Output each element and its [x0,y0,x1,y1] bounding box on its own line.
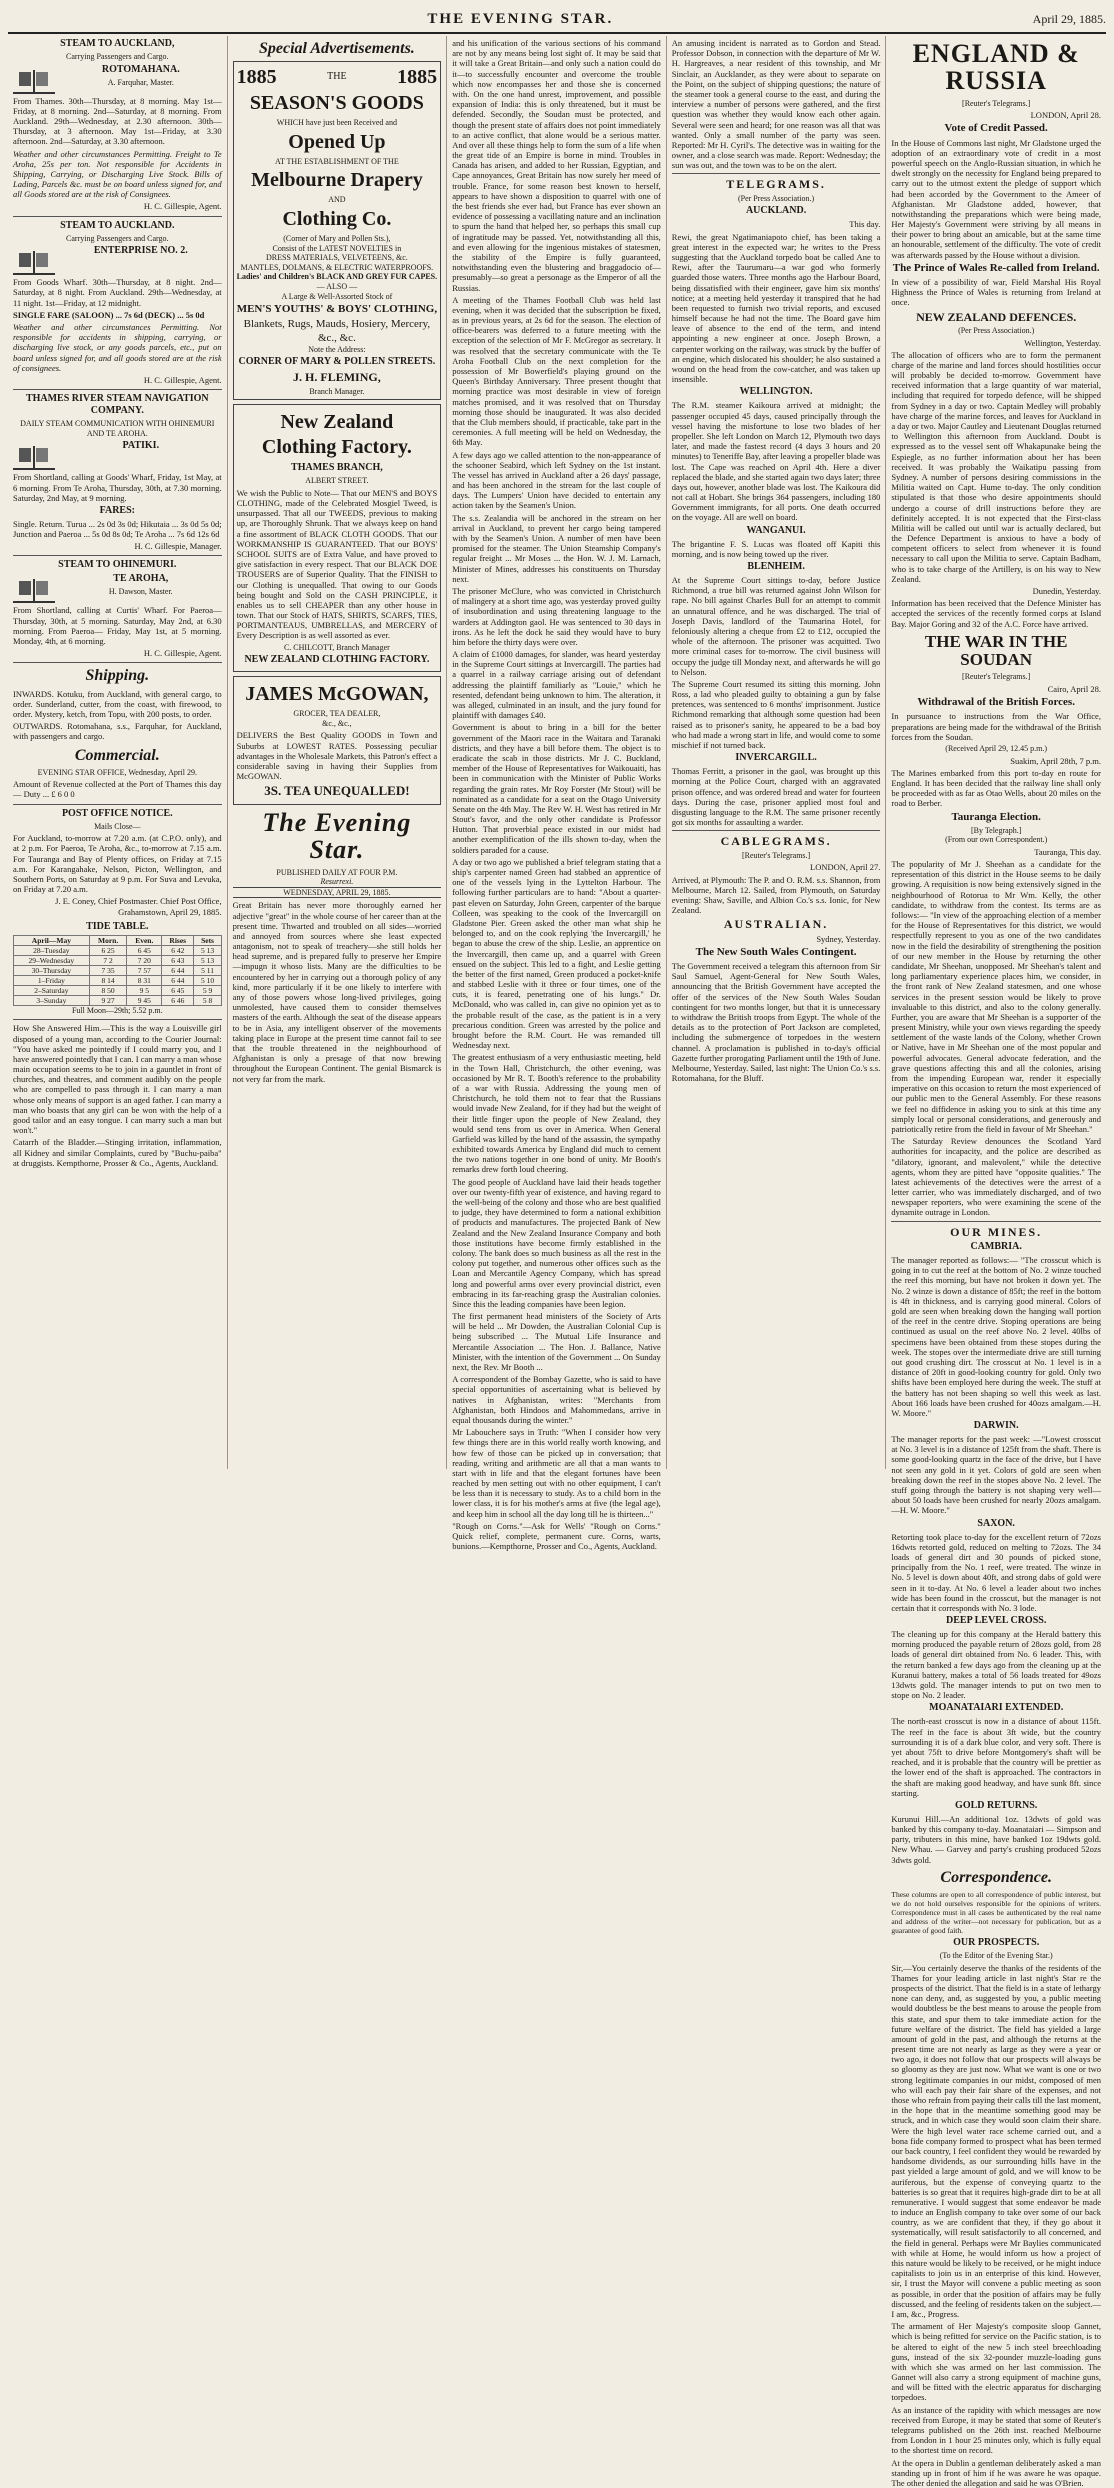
cablegrams-title: CABLEGRAMS. [720,834,832,849]
day-label: This day. [849,219,881,230]
mine-darwin: DARWIN. [973,1420,1019,1432]
ship-name: PATIKI. [122,440,160,452]
news-paragraph: A day or two ago we published a brief telegram stating that a ship's carpenter named Green had stabbed an apprentice of one of the vessels lying in the Lyttelton Harbour. The following further particulars are to hand: "About a quarter-past eleven on Saturday, John Green, carpenter of the barque Colleen, was speaking to the cook of the Invercargill on Gladstone Pier. Green asked the other man what ship he belonged to, and on the cook replying 'the Invercargill,' he began to abuse the crew of the ship. Leslie, an apprentice on the Invercargill, then came up, and a quarrel with Green ensued on the subject. This led to a fight, and Leslie getting the better of the first named, Green produced a pocket-knife and stabbed Leslie with it three or four times, one of the cuts, it is feared, penetrating one of his lungs." Dr. McDonald, who was called in, can give no opinion yet as to the probable result of the case, as the patient is in a very precarious condition. Green was arrested by the police and brought before the R.M. Court. He was remanded till Wednesday next. [452,856,661,1051]
office-line: EVENING STAR OFFICE, Wednesday, April 29. [37,767,197,777]
nelson-news: The Supreme Court resumed its sitting this morning. John Ross, a lad who pleaded guilty to obtaining a gun by false pretences, was sentenced to 6 months' imprisonment. Justice Richmond remarking that although some question had been raised as to prisoner's sanity, he appeared to be a bad boy who had made a wrong start in life, and would come to some mischief if not turned back. [671,678,881,751]
tide-cell: 5 11 [194,965,221,975]
by-telegraph: [By Telegraph.] [970,825,1022,835]
dunedin-text: Information has been received that the Defence Minister has accepted the services of the recently formed corps at Island Bay. Major Goring and 32 of the A.C. Force have arrived. [891,598,1101,629]
masthead-date: April 29, 1885. [1032,11,1106,26]
ad-thames-river [13,393,222,551]
ship-name: ENTERPRISE NO. 2. [93,245,188,257]
dateline-wanganui: WANGANUI. [746,524,806,536]
factory-title-2: Clothing Factory. [261,436,412,459]
fares-text: SINGLE FARE (SALOON) ... 7s 6d (DECK) ... 5s 0d [13,309,205,320]
ad-subtitle: Carrying Passengers and Cargo. [66,233,169,243]
at-the: AT THE ESTABLISHMENT OF THE [275,156,399,166]
dateline-cairo: Cairo, April 28. [1047,684,1101,695]
our-mines-title: OUR MINES. [950,1224,1043,1239]
reuters-sub: [Reuter's Telegrams.] [962,672,1031,682]
ad-agent: H. C. Gillespie, Agent. [143,201,222,212]
ad-agent: H. C. Gillespie, Manager. [134,541,222,552]
special-ads-title: Special Advertisements. [258,40,415,57]
tide-footer: Full Moon—29th; 5.52 p.m. [71,1005,163,1015]
items-3: Ladies' and Children's BLACK AND GREY FUR CAPES. [236,272,438,282]
tide-cell: 6 46 [162,995,194,1005]
shipping-outwards: OUTWARDS. Rotomahana, s.s., Farquhar, for Auckland, with passengers and cargo. [13,721,222,742]
dateline-wellington: Wellington, Yesterday. [1024,337,1101,348]
section-title: Commercial. [74,746,160,764]
section-title: TIDE TABLE. [86,920,149,932]
tide-header-cell: April—May [14,935,90,945]
tide-header-cell: Even. [127,935,162,945]
ad-headline: SEASON'S GOODS [249,92,424,115]
blankets-line: Blankets, Rugs, Mauds, Hosiery, Mercery, &c., &c. [243,318,431,344]
the-label: THE [327,71,347,83]
items-1: DRESS MATERIALS, VELVETEENS, &c. [265,253,408,263]
tide-header-cell: Morn. [89,935,127,945]
year-left: 1885 [236,66,277,89]
address-line: CORNER OF MARY & POLLEN STREETS. [238,356,436,368]
schedule-text: From Shortland, calling at Goods' Wharf, Friday, 1st May, at 6 morning. From Te Aroha, Thursday, 30th, at 7.30 morning. Saturday, 2nd May, at 9 morning. [13,472,222,503]
moanataiari-text: The north-east crosscut is now in a distance of about 115ft. The reef in the face is about 3ft wide, but the country surrounding it is of a dark blue color, and very soft. There is yet about 75ft to drive before Montgomery's shaft will be reached, and it is probable that the country will be prettier as the lower end of the shaft is approached. The contractors in the shaft are making good headway, and have sunk 8ft. since starting. [891,1716,1101,1798]
tide-cell: 6 25 [89,945,127,955]
gold-returns-title: GOLD RETURNS. [955,1799,1038,1811]
table-row [14,995,222,1005]
withdrawal-title: Withdrawal of the British Forces. [917,696,1075,709]
australian-title: AUSTRALIAN. [723,917,829,932]
corner-address: (Corner of Mary and Pollen Sts.), [283,233,391,243]
nz-defences-text: The allocation of officers who are to form the permanent charge of the marine and land forces should hostilities occur will probably be decided to-morrow. Government have received information that a large quantity of war material, including that required for torpedo defence, will be shipped from Sydney in a day or two. Captain Medley will probably have charge of the marine forces, and leaves for Auckland in a day or two. Major Cautley and Lieutenant Douglas returned to Wellington this afternoon from Auckland. Doubt is expressed as to the vessel sent off Whakapunake being the Espiegle, as no further information about her has been received. It was probably the Waikatipu passing from Sydney. A number of persons desiring commissions in the Militia waited on Capt. Hume to-day. The only condition stipulated is that those who desire appointments should undergo a course of drill instructions before they are definitely accepted. It is not expected that the First-class Militia will be called out until war is actually declared, but the Defence Department is anxious to have a body of competent officers to select from whenever it is found necessary to call upon the Militia to serve. Captain Badham, who is to take charge of the Artillery, is on his way to New Zealand. [891,349,1101,584]
ad-title: STEAM TO AUCKLAND. [60,219,175,231]
tide-cell: 6 44 [162,965,194,975]
reuters-sub: [Reuter's Telegrams.] [962,98,1031,108]
deep-level-text: The cleaning up for this company at the Herald battery this morning produced the payable return of 28ozs gold, from 28 loads of general dirt obtained from No. 6 leader. This, with the return banked a few days ago from the cleaning up at the Kuranui battery, makes a total of 56 loads treated for 49ozs 13dwts gold. The manager intends to put on two men to stope on No. 2 leader. [891,1629,1101,1701]
tide-cell: 7 2 [89,955,127,965]
tide-cell: 9 27 [89,995,127,1005]
column-1 [8,36,228,1469]
news-paragraph: The first permanent head ministers of the Society of Arts will be held ... Mr Dowden, the Australian Colonial Cup is being subscribed ... The Mutual Life Insurance and Mercantile Association ... The Hon. J. Ballance, Native Minister, with the intention of the Government ... On Sunday next, the Rev. Mr Booth ... [452,1311,661,1372]
mcgowan-line-2: &c., &c., [322,718,352,728]
column-2 [228,36,448,1469]
mine-moanataiari: MOANATAIARI EXTENDED. [929,1702,1064,1714]
correspondence-note: These columns are open to all correspondence of public interest, but we do not hold ourselves responsible for the opinions of writers. Correspondence must in all cases be authenticated by the real name and address of the writer—not necessary for publication, but as a guarantee of good faith. [891,1890,1101,1935]
tea-offer: 3S. TEA UNEQUALLED! [264,783,410,799]
tide-cell: 9 5 [127,985,162,995]
street-line: ALBERT STREET. [305,476,369,486]
dateline-wellington: WELLINGTON. [739,386,813,398]
table-row [14,985,222,995]
mine-deep-level: DEEP LEVEL CROSS. [946,1615,1047,1627]
prince-title: The Prince of Wales Re-called from Ireland. [892,261,1100,274]
tide-cell: 29–Wednesday [14,955,90,965]
ad-intro: WHICH have just been Received and [276,118,397,128]
ad-mcgowan [233,676,442,805]
section-subtitle: Mails Close— [94,821,141,831]
clothing-co: Clothing Co. [282,207,392,230]
tide-cell: 9 45 [127,995,162,1005]
shipping-inwards: INWARDS. Kotuku, from Auckland, with general cargo, to order. Sunderland, cutter, from the coast, with firewood, to order. Mystery, ketch, from Topu, with 200 posts, to order. [13,688,222,719]
steamship-icon [13,66,55,94]
invercargill-news: Thomas Ferritt, a prisoner in the gaol, was brought up this morning at the Police Court, charged with an aggravated prison offence, and was ordered bread and water for fourteen days. During the case, prisoner applied most foul and disgusting language to the R.M. The same prisoner recently got six months for assaulting a warder. [671,766,881,828]
ad-notes: Weather and other circumstances Permitting. Freight to Te Aroha, 25s per ton. Not responsible for Accidents in Shipping, Carrying, or Discharging Live Stock. Bills of Lading, Parcels &c. must be on board unless signed for, and all Goods stored are at the risk of Consignees. [13,148,222,200]
press-assoc: (Per Press Association.) [958,325,1035,335]
ad-melbourne-drapery [233,61,442,400]
corns-ad: "Rough on Corns."—Ask for Wells' "Rough on Corns." Quick relief, complete, permanent cure. Corns, warts, bunions.—Kempthorne, Prosser and Co., Agents, Auckland. [452,1520,661,1552]
post-office-notice [13,808,222,917]
correspondence-title: Correspondence. [940,1868,1052,1886]
dateline-tauranga: Tauranga, This day. [1034,846,1101,857]
saturday-review: The Saturday Review denounces the Scotland Yard authorities for incapacity, and the police are described as "dilatory, ignorant, and malevolent," while the detective agents, whom they are pitted have "opposite qualities." The latest achievements of the detectives were the arrest of a letter carrier, who was immediately discharged, and of two newspaper reporters, who were examining the scene of the dynamite outrage in London. [891,1136,1101,1218]
nsw-title: The New South Wales Contingent. [695,945,857,958]
mcgowan-body: DELIVERS the Best Quality GOODS in Town and Suburbs at LOWEST RATES. Possessing peculiar advantages in the Wholesale Markets, this Patron's effect a considerable saving in having their Supplies from McGOWAN. [236,730,438,782]
tide-cell: 1–Friday [14,975,90,985]
table-row [14,965,222,975]
news-paragraph: A few days ago we called attention to the non-appearance of the schooner Seabird, which left Sydney on the 1st instant. The vessel has arrived in Auckland after a 26 days' passage, and has been anchored in the stream for the last couple of days. The Lumpers' Union have decided to entertain any action taken by the Seamen's Union. [452,449,661,511]
tide-cell: 5 10 [194,975,221,985]
dateline-london: LONDON, April 28. [1030,110,1101,121]
ad-subtitle: DAILY STEAM COMMUNICATION WITH OHINEMURI AND TE AROHA. [20,419,215,438]
telegrams-sub: (Per Press Association.) [737,193,815,203]
tide-cell: 6 45 [162,985,194,995]
section-title: POST OFFICE NOTICE. [61,807,173,819]
ad-nz-clothing-factory [233,404,442,672]
tide-cell: 7 20 [127,955,162,965]
armament-paragraph: The armament of Her Majesty's composite sloop Gannet, which is being refitted for service on the Pacific station, is to be altered to eight of the new 5 inch steel breechloading guns, instead of the six 32-pounder muzzle-loading guns with which she was armed on her last commission. The Gannet will also carry a strong equipment of machine guns, and will be fitted with the electric apparatus for discharging torpedoes. [891,2321,1101,2403]
telegrams-title: TELEGRAMS. [726,177,826,192]
wellington-news: The R.M. steamer Kaikoura arrived at midnight; the passenger occupied 45 days, caused principally through the vessel having the misfortune to lose two blades of her propeller. She left London on March 12, Plymouth two days later, and made the fastest record (4 days 3 hours and 20 minutes) to Teneriffe Bay, after leaving a propeller blade was lost. The Cape was reached on April 4th. Here a diver replaced the blade, and she started again two days later; three days out, however, another blade was lost. The Kaikoura did not call at Hobart. She brings 364 passengers, including 180 Government immigrants, for all ports. One death occurred on the voyage. All are well on board. [671,400,881,523]
steamship-icon [13,247,55,275]
news-paragraph: The greatest enthusiasm of a very enthusiastic meeting, held in the Town Hall, Christchurch, the other evening, was occasioned by Mr R. T. Booth's reference to the probability of a war with Russia. Addressing the young men of Christchurch, he told them not to fear that the Russians would invade New Zealand, for if they had but the weight of their little finger upon the people of New Zealand, they would send tens from us over in America. When General Garfield was killed by the hand of the assassin, the sympathy exhibited towards America by England did much to cement the two nations together in one bond of unity. Mr Booth's remarks drew forth loud cheering. [452,1052,661,1175]
prospects-letter: Sir,—You certainly deserve the thanks of the residents of the Thames for your leading article in last night's Star re the prospects of the district. That the field is in a state of lethargy none can deny, and, as suggested by you, a public meeting would doubtless be the best means to arouse the people from this state, and spur them to take immediate action for the future welfare of the district. The field has yielded a large amount of gold in the past, and although the returns at the present time are not nearly as large as they were a year or two ago, it does not follow that our prospects will always be so gloomy as they are just now. What we want is one or two strong legitimate companies in our midst, composed of men who will each pay their fair share of the expenses, and not those who refrain from paying their calls till the last moment, in the hope that in the meantime something good may be struck, and in which case they would soon claim their share. Were the high level water race scheme carried out, and a bona fide company formed to prospect what has been termed our back country, I feel confident they would be rewarded by handsome dividends, as our surrounding hills have in the past yielded a large amount of gold, and we will know to be auriferous, but the expense of conveying quartz to the batteries is so great that it requires high-grade dirt to be at all remunerative. I would suggest that some endeavor be made to induce an English company to take over some of our back country, as we are confident that they, if they go about it systematically, will result satisfactorily to all concerned, and the field in general. Perhaps were Mr Baylies communicated with while at Home, he would inform us how a project of this nature would be likely to be received, or he might induce capitalists to join us in an enterprise of this kind. However, sir, I trust the Mayor will convene a public meeting as soon as possible, in order that the position of affairs may be fully discussed, and the feeling of residents taken on the subject.—I am, &c., Progress. [891,1962,1101,2319]
ad-notes: Weather and other circumstances Permitting. Not responsible for accidents in shipping, carrying, or discharging live stock, or any goods parcels, etc., put on board unless signed for, and all goods stored are at the risk of consignees. [13,322,222,373]
tide-header-cell: Rises [162,935,194,945]
schedule-text: From Shortland, calling at Curtis' Wharf. For Paeroa— Thursday, 30th, at 5 morning. Saturday, May 2nd, at 6.30 morning. From Paeroa— Friday, May 1st, at 5 morning. Monday, 4th, at 6 morning. [13,605,222,646]
own-correspondent: (From our own Correspondent.) [945,835,1048,845]
commercial-section [13,746,222,800]
saxon-text: Retorting took place to-day for the excellent return of 72ozs 16dwts retorted gold, reduced on melting to 72ozs. The 34 loads of general dirt and 30 pounds of picked stone, principally from the No. 1 reef, were treated. The winze in No. 5 level is down about 40ft, and strong dabs of gold were seen in it to-day. At No. 6 level a leader about two inches wide has been found in the crosscut, but the manager is not certain that it corresponds with No. 3 lode. [891,1531,1101,1613]
news-paragraph: Mr Labouchere says in Truth: "When I consider how very few things there are in this world really worth knowing, and how few of those can be picked up in conversation; that reading, writing and arithmetic are all that a man wants to start with in life and that the elegant fortunes have been reached by men setting out with no other equipment, I can't be less than it is necessary to study. As to a child born in the lower class, it is for his mother's arms at five (the legal age), and keep him in school all the day long till he is thirteen..." [452,1427,661,1519]
manager-role: Branch Manager. [309,386,365,396]
note-address: Note the Address: [308,344,366,354]
dateline-auckland: AUCKLAND. [745,205,807,217]
cablegrams-sub: [Reuter's Telegrams.] [741,850,811,860]
mail-schedule: For Auckland, to-morrow at 7.20 a.m. (at C.P.O. only), and at 2 p.m. For Paeroa, Te Aroha, &c., to-morrow at 7.15 a.m. For Tauranga and Bay of Plenty offices, on Friday at 7.15 a.m. For Karangahake, Nelson, Picton, Wellington, and Southern Ports, on Saturday at 9 p.m. For Suva and Levuka, on Friday at 7.20 a.m. [13,833,222,895]
leader-article: Great Britain has never more thoroughly earned her adjective "great" in the whole course of her career than at the present time. Thwarted and troubled on all sides—worried and annoyed from sources where she least expected antagonism, not to speak of treachery—she still holds her head supreme, and is prepared fully to preserve her Empire—impugn it whoso lists. Many are the difficulties to be encountered by her in carrying out a thorough policy of any kind, more particularly if it be one likely to interfere with any of those powers whose long-lived privileges, going unmolested, have caused them to consider themselves masters of the earth. Although the seat of the disease appears to be in Asia, any intelligent observer of the movements taking place in Europe at the present time cannot fail to see that the trouble threatened in the neighbourhood of Afghanistan is only a presage of that now brewing throughout the European Continent. The genial Bismarck is not very far from the mark. [232,900,442,1084]
withdrawal-text: In pursuance to instructions from the War Office, preparations are being made for the withdrawal of the British forces from the Soudan. [891,711,1101,742]
darwin-text: The manager reports for the past week: —"Lowest crosscut at No. 3 level is in a distance of 125ft from the shaft. There is some good-looking quartz in the face of the drive, but I have not seen any gold in it yet. Colors of gold are seen when breaking down the reef in the stopes above No. 2 level. The stuff going through the battery is not shaping very well—about 50 loads have been crushed for nearly 20ozs amalgam.—H. W. Moore." [891,1434,1101,1516]
revenue-line: Amount of Revenue collected at the Port of Thames this day — Duty ... £ 6 0 0 [13,779,222,800]
year-right: 1885 [397,66,438,89]
mcgowan-title: JAMES McGOWAN, [245,683,429,706]
tide-table [13,921,222,1016]
column-4 [667,36,887,1469]
mine-cambria: CAMBRIA. [970,1241,1022,1253]
nz-defences-title: NEW ZEALAND DEFENCES. [916,309,1077,324]
tide-cell: 6 43 [162,955,194,965]
factory-manager: C. CHILCOTT, Branch Manager [283,642,390,652]
fares-text: Single. Return. Turua ... 2s 0d 3s 0d; Hikutaia ... 3s 0d 5s 0d; Junction and Paeroa ... 5s 0d 8s 0d; Te Aroha ... 7s 6d 12s 6d [13,518,222,540]
catarrh-ad: Catarrh of the Bladder.—Stinging irritation, inflammation, all Kidney and similar Complaints, cured by "Buchu-paiba" at druggists. Kempthorne, Prosser & Co., Agents, Auckland. [13,1137,222,1168]
received-line: (Received April 29, 12.45 p.m.) [945,744,1048,754]
tide-cell: 28–Tuesday [14,945,90,955]
mens-clothing: MEN'S YOUTHS' & BOYS' CLOTHING, [236,303,438,316]
wanganui-news: The brigantine F. S. Lucas was floated off Kapiti this morning, and is now being towed up the river. [671,538,881,559]
column-3 [447,36,667,1552]
tide-cell: 2–Saturday [14,985,90,995]
ad-steam-auckland-2 [13,220,222,385]
ad-title: STEAM TO AUCKLAND, [60,38,175,49]
tide-cell: 6 45 [127,945,162,955]
news-paragraph: The good people of Auckland have laid their heads together over our twenty-fifth year of existence, and having regard to the well-being of the colony and those who are best qualified to judge, they have determined to form a national exhibition of products and manufactures. The projected Bank of New Zealand and the New Zealand Insurance Company and both those institutions have become firmly established in the colony. The bank does so much business as all the rest in the colony put together, and numerous other offices such as the Loan and Mercantile Agency Company, which has spread long and powerful arms over every provincial district, even embracing in its far-reaching grasp the Australian colonies. Since this the leading companies have been legion. [452,1176,661,1309]
tide-header-cell: Sets [194,935,221,945]
ad-agent: H. C. Gillespie, Agent. [143,374,222,385]
mine-saxon: SAXON. [977,1517,1015,1529]
tauranga-title: Tauranga Election. [951,810,1041,823]
also-label: — ALSO — [316,281,358,291]
england-russia-title: ENGLAND & RUSSIA [912,39,1080,96]
story-paragraph: How She Answered Him.—This is the way a Louisville girl disposed of a young man, according to the Courier Journal: "You have asked me pointedly if I could marry you, and I have answered pointedly that I can. I can marry a man whose main occupation seems to be to join in a gauntlet in front of churches, and theatres, and comment audibly on the people who are compelled to pass through it. I can marry a man whose only means of support is an aged father. I can marry a man who boasts that any girl can be won with the help of a good tailor and an easy tongue. I can marry such a man but won't." [13,1023,222,1136]
ship-master: A. Farquhar, Master. [107,77,174,87]
gold-returns-text: Kurunui Hill.—An additional 1oz. 13dwts of gold was banked by this company to-day. Moanataiari — Simpson and party, tributers in this mine, have banked 1oz 19dwts gold. New Whau. — Garvey and party's crushing produced 52ozs 3dwts gold. [891,1813,1101,1865]
dateline-invercargill: INVERCARGILL. [735,752,817,764]
tide-cell: 7 57 [127,965,162,975]
section-title: Shipping. [85,667,150,685]
ship-name: ROTOMAHANA. [101,63,180,75]
auckland-news: Rewi, the great Ngatimaniapoto chief, has been taking a great interest in the expected war; he writes to the Press suggesting that the Auckland torpedo boat be called Ane to Rewi, after the Taurumaru—a war god who formerly guarded those waters. Three months ago the Harbour Board, being dissatisfied with their engineer, gave him six months' notice; at a meeting held yesterday it transpired that he had been requested to furnish two trivial reports, and excused himself because he had not the time. The Board gave him leave of absence to the end of the term, and intend appointing a new engineer at once. Joseph Brown, a carpenter working on the railway, was struck by the buffer of an engine, which dislocated his shoulder; he also sustained a wound on the head from the cow-catcher, and was taken up insensible. [671,231,881,385]
tide-cell: 8 31 [127,975,162,985]
tide-cell: 8 50 [89,985,127,995]
dateline-blenheim: BLENHEIM. [747,561,805,573]
vote-text: In the House of Commons last night, Mr Gladstone urged the adoption of an extraordinary vote of credit in a most powerful speech on the Anglo-Russian situation, in which he dwelt strongly on the necessity for England being prepared to carry out to the utmost extent the pledge of support which had been accorded by the Government to the Ameer of Afghanistan. Mr Gladstone added, however, that notwithstanding the preparations which were being made, Her Majesty's Government were striving by all means in their power to bring about an amicable, but at the same time an honourable, settlement of the difficulty. The vote of credit was afterwards passed by the House without a division. [891,137,1101,260]
vote-title: Vote of Credit Passed. [944,122,1048,135]
leader-continued: and his unification of the various sections of his command are not by any means being lost sight of. It may be said that it will take a Great Britain—and only such a nation could do it—to successfully encounter and overcome the trouble which now encompasses her and those she is concerned with. On the one hand unrest, improvement, and possible expansion of India: this is only threatened, but it must be defended. Secondly, the Soudan must be protected, and though the present state of affairs does not point immediately to an active conflict, that alone would be a serious matter. And over all these things help to form the sum of a life when the great tide of an Empire is borne in mind. Troubles in Canada has arisen, and added to her Russian, Egyptian, and Cape annoyances, Great Britain has now surely her meed of trouble. France, for some reason best known to herself, appears to have shown a disposition to quarrel with one of the best friends she ever had, but France has ever shown an evidence of possessing a vacillating nature and an inclination to spurn the hand that helped her, so perhaps this small cup of ingratitude may be passed. Yet, notwithstanding all this, and even allowing for the ingenious mistakes of statesmen, the stability of the Empire is fully guaranteed, notwithstanding even the blustering and braggadocio of—presumably—so great a personage as the Emperor of all the Russias. [452,38,661,293]
and-label: AND [328,195,346,205]
schedule-text: From Goods Wharf. 30th—Thursday, at 8 night. 2nd—Saturday, at 8 night. From Auckland. 29th—Wednesday, at 11 night. 1st—Friday, at 12 midnight. [13,277,222,308]
ship-name: TE AROHA, [113,573,169,585]
steamship-icon [13,575,55,603]
paper-title: The Evening Star. [262,807,412,865]
factory-body: We wish the Public to Note— That our MEN'S and BOYS CLOTHING, made of the Celebrated Mosgiel Tweed, is unsurpassed. That all our TWEEDS, previous to making up, are Thoroughly Shrunk. That we always keep on hand a fine assortment of BLACK CLOTH GOODS. That our WORKMANSHIP IS GUARANTEED. That our BOYS' SCHOOL SUITS are of Extra Value, and have proved to give satisfaction in every respect. That our BLACK DOE TROUSERS are of Superior Quality. That the FINISH to our Clothing is unequalled. That owing to our Goods being bought and Sold on the CASH PRINCIPLE, it enables us to sell CHEAPER than any other house in town. That our Stock of HATS, SHIRTS, SCARFS, TIES, PORTMANTEAUS, UMBRELLAS, and MERCERY of Every Description is as well assorted as ever. [236,487,438,641]
ad-subtitle: Carrying Passengers and Cargo. [66,52,169,61]
published-line: PUBLISHED DAILY AT FOUR P.M. [276,867,398,877]
tide-cell: 7 35 [89,965,127,975]
ad-title: THAMES RIVER STEAM NAVIGATION COMPANY. [25,393,209,417]
mcgowan-line-1: GROCER, TEA DEALER, [293,709,381,719]
dateline: WEDNESDAY, APRIL 29, 1885. [233,887,442,899]
items-2: MANTLES, DOLMANS, & ELECTRIC WATERPROOFS. [240,262,434,272]
opened-up: Opened Up [288,130,386,153]
news-paragraph: An amusing incident is narrated as to Gordon and Stead. Professor Dobson, in connection with the departure of Mr W. H. Hargreaves, a near resident of this township, and Mr Sinclair, an Aucklander, as they were about to separate on the Point, on the subject of shipping questions; the nature of the steamer took a general course to the east, and during the interview a number of persons were gathered, and the first question was whether they would know each other again. Several were seen and heard; for one reason was all that was wanted. Only a small number of the party was seen. Reported: Mr H. Cyril's. The detective was in waiting for the owner, and a close search was made. Report: Wednesday; the sun was out, and the town was to be on the alert. [671,38,881,171]
columns [8,36,1106,2488]
tide-cell: 6 44 [162,975,194,985]
news-paragraph: A correspondent of the Bombay Gazette, who is said to have special opportunities of ascertaining what is believed by natives in Afghanistan, writes: "Merchants from Afghanistan, both Hindoos and Mahommedans, arrive in equal thousands during the winter." [452,1374,661,1425]
tauranga-text: The popularity of Mr J. Sheehan as a candidate for the representation of this district in the House seems to be daily growing. A requisition is now being extensively signed in the neighbourhood of Rotorua to Mr Wm. Kelly, the other candidate, to withdraw from the contest. Its terms are as follows:— "In view of the approaching election of a member for the House of Representatives for this district, we would respectfully represent to you as one of the two candidates now in the field the desirability of strengthening the position of our new member in the House by returning the other candidate, Mr Sheehan, unopposed. Mr Sheehan's talent and long parliamentary experience places him, we consider, in the front rank of New Zealand statesmen, and one whose services in the present session would be likely to prove invaluable to this district, and also to the colony generally. Further, you are aware that Mr Sheehan is a supporter of the present Ministry, while your own views regarding the speedy settlement of the waste lands of the Colony, whether Crown or Native, have in Mr Sheehan one of the most popular and powerful advocates. General advocate federation, and the grave questions affecting this and all the colonies, arising from the impending European war, render it especially imperative on this occasion to return the most experienced of our public men to the General Assembly. For these reasons we feel no diffidence in asking you to sink at this time any simply local or personal considerations, and generously and patriotically retire from the field in favour of Mr Sheehan." [891,859,1101,1134]
schedule-text: From Thames. 30th—Thursday, at 8 morning. May 1st—Friday, at 8 morning. 2nd—Saturday, at 8 morning. From Auckland. 29th—Wednesday, at 2.30 afternoon. 30th—Thursday, at 3 afternoon. May 1st—Friday, at 3.30 afternoon. 2nd—Saturday, at 3.30 afternoon. [13,95,222,147]
manager-name: J. H. FLEMING, [293,370,381,385]
tide-cell: 6 42 [162,945,194,955]
motto: Resurrexi. [320,877,354,887]
consist-line: Consist of the LATEST NOVELTIES in [272,243,402,253]
store-name: Melbourne Drapery [251,169,423,192]
column-5 [886,36,1106,2488]
dateline-london: LONDON, April 27. [810,862,881,873]
dateline-dunedin: Dunedin, Yesterday. [1032,586,1101,597]
table-row [14,955,222,965]
ship-master: H. Dawson, Master. [108,587,173,597]
tide-grid [13,935,222,1006]
ad-steam-auckland-1 [13,38,222,212]
steamship-icon [13,442,55,470]
table-row [14,975,222,985]
factory-footer: NEW ZEALAND CLOTHING FACTORY. [244,654,430,666]
prospects-to: (To the Editor of the Evening Star.) [939,1951,1053,1960]
news-paragraph: The s.s. Zealandia will be anchored in the stream on her arrival in Auckland, to prevent her cargo being tampered with by the Seamen's Union. A number of men have been promised for the steamer. The Union Steamship Company's regular freight ... Mr Moses ... the Hon. W. J. M. Larnach, Minister of Mines, addresses his constituents on Thursday next. [452,512,661,584]
dublin-paragraph: At the opera in Dublin a gentleman deliberately asked a man standing up in front of him if he was aware he was opaque. The other denied the allegation and said he was O'Brien. [891,2457,1101,2488]
ad-agent: H. C. Gillespie, Agent. [143,648,222,659]
tide-cell: 5 9 [194,985,221,995]
news-paragraph: A meeting of the Thames Football Club was held last evening, when it was decided that the subscription be fixed, as in previous years, at 2s 6d for the season. The election of office-bearers was deferred to a future meeting with the exception of the selection of Mr F. McGregor as secretary. It was resolved that the secretary communicate with the Te Aroha Football Club on the next completion for the possession of Mr Bowerfield's playing ground on the Queen's Birthday Anniversary. Three present thought that morning practice was most desirable in view of foreign matches promised, and it was resolved that on Thursday morning those should be inaugurated. It was also decided that the Club members should, if practicable, take part in the ceremonies. A full meeting will be held on Wednesday, the 6th May. [452,294,661,448]
postmaster-sign: J. E. Coney, Chief Postmaster. Chief Post Office, Grahamstown, April 29, 1885. [55,896,222,917]
cambria-text: The manager reported as follows:— "The crosscut which is going in to cut the reef at the bottom of No. 2 winze touched the reef this morning, but have not broken it down yet. The No. 2 winze is down a distance of 85ft; the reef in the bottom is 4ft in thickness, and is carrying good mineral. Colors of gold are seen when breaking down the hanging wall portion of the reef in the centre drive. Stoping operations are being continued as usual on the reef above No. 2 level. 40lbs of specimens have been obtained from these stopes during the week. The stopes over the intermediate drive are still turning out good crushing dirt. The crosscut at No. 1 level is in a distance of 20ft in good-looking country for gold. Only two shifts have been employed here during the week. The stuff at the battery has not been shaping so well this week as last. About 166 loads have been crushed for 40ozs amalgam.—H. W. Moore." [891,1255,1101,1418]
telegraph-paragraph: As an instance of the rapidity with which messages are now received from Europe, it may be stated that some of Reuter's telegrams published on the 26th inst. reached Melbourne from London in 1 hour 25 minutes only, which is fully equal to the shortest time on record. [891,2404,1101,2456]
masthead-title: THE EVENING STAR. [427,10,614,27]
nsw-news: The Government received a telegram this afternoon from Sir Saul Samuel, Agent-General for New South Wales, announcing that the British Government have accepted the offer of the services of the New South Wales Soudan contingent for two months longer, but that it is unnecessary to withdraw the British troops from Egypt. The whole of the details as to the protection of Port Jackson are completed, including the submergence of torpedoes in the western channel. A proclamation is published in to-day's official Gazette further prorogating Parliament until the 19th of June. Melbourne, Yesterday. Sailed, last night: The Union Co.'s s.s. Rotomahana, for the Bluff. [671,961,881,1084]
news-paragraph: A claim of £1000 damages, for slander, was heard yesterday in the Supreme Court sittings at Invercargill. The parties had a quarrel in a railway carriage arising out of defendant addressing the plaintiff familiarly as "Louie," which he resented, defendant being unknown to him. The alteration, it was alleged, culminated in an insult, and the jury found for plaintiff with damages £40. [452,649,661,721]
assorted-line: A Large & Well-Assorted Stock of [281,291,393,301]
london-news: Arrived, at Plymouth: The P. and O. R.M. s.s. Shannon, from Melbourne, March 12. Sailed, from Plymouth, on Saturday evening: Shaw, Saville, and Albion Co.'s s.s. Ionic, for New Zealand. [671,874,881,916]
dateline-sydney: Sydney, Yesterday. [816,933,881,944]
prince-text: In view of a possibility of war, Field Marshal His Royal Highness the Prince of Wales is returning from Ireland at once. [891,277,1101,308]
soudan-title: THE WAR IN THE SOUDAN [924,631,1068,669]
tide-cell: 30–Thursday [14,965,90,975]
tide-cell: 3–Sunday [14,995,90,1005]
tide-cell: 5 13 [194,945,221,955]
ad-title: STEAM TO OHINEMURI. [58,559,177,571]
prospects-title: OUR PROSPECTS. [953,1937,1040,1948]
tide-cell: 8 14 [89,975,127,985]
ad-ohinemuri [13,559,222,658]
branch-line: THAMES BRANCH, [291,462,383,474]
news-paragraph: The prisoner McClure, who was convicted in Christchurch of malingery at a short time ago, was yesterday proved guilty of insubordination and using threatening language to the warders at Addington gaol. He was sentenced to 30 days in irons. As he left the dock he said they would have to bury him before the thirty days were over. [452,585,661,647]
masthead [8,6,1106,34]
tide-cell: 5 8 [194,995,221,1005]
table-row [14,945,222,955]
suakim-text: The Marines embarked from this port to-day en route for England. It has been decided that the railway line shall only be proceeded with as far as Otao Wells, about 20 miles on the road to Berber. [891,767,1101,809]
shipping-section [13,666,222,741]
dateline-suakim: Suakim, April 28th, 7 p.m. [1010,755,1101,766]
factory-title-1: New Zealand [280,411,394,434]
blenheim-news: At the Supreme Court sittings to-day, before Justice Richmond, a true bill was returned against John Wilson for rape. No bill against Charles Bull for an attempt to commit an unnatural offence, and he was discharged. The trial of Joseph Davis, landlord of the Taumarina Hotel, for feloniously altering a cheque from £2 to £12, occupied the whole of the afternoon. The prisoner was acquitted. Two more criminal cases for to-morrow. The civil business will occupy the judge till Monday next, and afterwards he will go to Nelson. [671,575,881,677]
tide-cell: 5 13 [194,955,221,965]
fares-title: FARES: [99,504,135,516]
news-paragraph: Government is about to bring in a bill for the better government of the Maori race in the Waitara and Taranaki districts, and they have a bill before them. The object is to eradicate the scab in those districts. Mr J. C. Buckland, member of the House of Representatives for Waikouaiti, has been in communication with the Minister of Public Works regarding the grain rates. Mr Roy Forster (Mr Stout) will be nominated as a candidate for a seat on the Otago University Senate on the 4th May. The Rev W. H. West has retired in Mr Stout's favor, and the only other candidate is Professor Hutton. That proverbial peace existed in our midst had another exemplification of the ills shown to-day, when the soldiers paraded for a cause. [452,722,661,855]
